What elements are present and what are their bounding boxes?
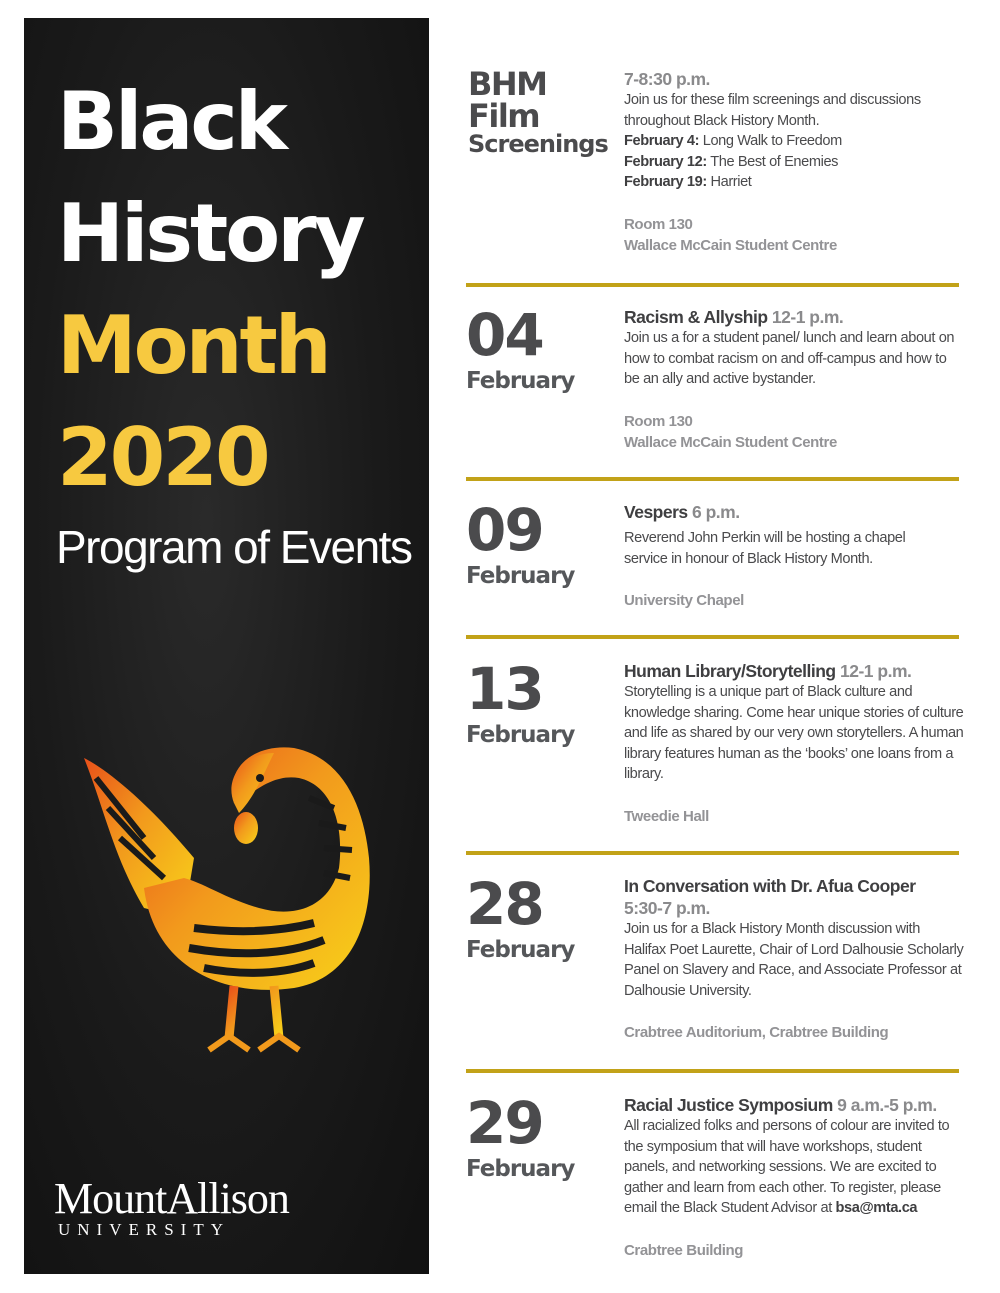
sankofa-bird-icon bbox=[74, 718, 394, 1068]
divider bbox=[466, 1069, 959, 1073]
title-history: History bbox=[57, 187, 363, 280]
event-day: 04 bbox=[466, 301, 543, 369]
screening-date: February 12: bbox=[624, 153, 707, 170]
event-name: Vespers bbox=[624, 502, 688, 522]
venue-line: Tweedie Hall bbox=[624, 807, 709, 825]
event-name: Racism & Allyship bbox=[624, 307, 768, 327]
event-time: 5:30-7 p.m. bbox=[624, 898, 710, 918]
event-month: February bbox=[466, 1156, 575, 1182]
event-description: Reverend John Perkin will be hosting a chapel service in honour of Black History Month. bbox=[624, 530, 906, 567]
banner bbox=[24, 18, 429, 1274]
title-year: 2020 bbox=[57, 411, 268, 504]
film-heading-line: Film bbox=[468, 97, 540, 135]
subtitle: Program of Events bbox=[56, 521, 412, 573]
event-venue bbox=[624, 1022, 964, 1043]
divider bbox=[466, 283, 959, 287]
event-month: February bbox=[466, 368, 575, 394]
event-description: Storytelling is a unique part of Black culture and knowledge sharing. Come hear unique stories of culture and life as shared by our very own storytellers. A human library features human as the ‘books’ one loans from a library. bbox=[624, 684, 964, 783]
event-name: In Conversation with Dr. Afua Cooper bbox=[624, 876, 916, 896]
event-venue bbox=[624, 806, 964, 827]
event-day: 29 bbox=[466, 1089, 543, 1157]
email-link[interactable]: bsa@mta.ca bbox=[835, 1200, 918, 1217]
event-time: 12-1 p.m. bbox=[840, 661, 912, 681]
venue-line: Wallace McCain Student Centre bbox=[624, 236, 837, 254]
film-heading-line: BHM bbox=[468, 65, 547, 103]
title-month: Month bbox=[57, 299, 329, 392]
venue-line: Wallace McCain Student Centre bbox=[624, 433, 837, 451]
title-black: Black bbox=[57, 75, 286, 168]
event-title bbox=[624, 306, 964, 328]
event-description: Join us a for a student panel/ lunch and learn about on how to combat racism on and off-campus and how to be an ally and active bystander. bbox=[624, 330, 955, 388]
film-intro: Join us for these film screenings and discussions throughout Black History Month. bbox=[624, 92, 921, 129]
event-title bbox=[624, 875, 964, 897]
screening-date: February 4: bbox=[624, 133, 700, 150]
event-description: Join us for a Black History Month discussion with Halifax Poet Laurette, Chair of Lord Dalhousie Scholarly Panel on Slavery and Race, and Associate Professor at Dalhousie University. bbox=[624, 921, 964, 999]
event-venue bbox=[624, 590, 964, 611]
venue-line: Crabtree Auditorium, Crabtree Building bbox=[624, 1024, 889, 1042]
event-day: 09 bbox=[466, 496, 543, 564]
event-venue bbox=[624, 1240, 964, 1261]
event-day: 13 bbox=[466, 655, 543, 723]
event-time: 9 a.m.-5 p.m. bbox=[837, 1095, 937, 1115]
film-heading bbox=[468, 65, 608, 158]
event-description bbox=[624, 1116, 964, 1219]
screening-date: February 19: bbox=[624, 174, 707, 191]
film-screening bbox=[624, 131, 964, 152]
event-venue bbox=[624, 411, 964, 453]
film-screening bbox=[624, 172, 964, 193]
divider bbox=[466, 851, 959, 855]
event-month: February bbox=[466, 722, 575, 748]
venue-line: University Chapel bbox=[624, 592, 744, 610]
event-month: February bbox=[466, 937, 575, 963]
divider bbox=[466, 635, 959, 639]
event-time: 12-1 p.m. bbox=[771, 307, 844, 327]
event-description bbox=[624, 90, 964, 193]
event-title bbox=[624, 501, 964, 523]
screening-film: Harriet bbox=[710, 174, 752, 191]
university-name: MountAllison bbox=[54, 1174, 289, 1223]
venue-line: Room 130 bbox=[624, 215, 693, 233]
screening-film: The Best of Enemies bbox=[710, 153, 839, 170]
event-name: Racial Justice Symposium bbox=[624, 1095, 833, 1115]
event-description-text: All racialized folks and persons of colour are invited to the symposium that will have workshops, student panels, and networking sessions. We are excited to gather and learn from each other. To register, please email the Black Student Advisor at bbox=[624, 1118, 950, 1217]
divider bbox=[466, 477, 959, 481]
screening-film: Long Walk to Freedom bbox=[702, 133, 842, 150]
venue-line: Room 130 bbox=[624, 412, 693, 430]
film-screening bbox=[624, 152, 964, 173]
event-time: 7-8:30 p.m. bbox=[624, 69, 710, 89]
event-title bbox=[624, 1094, 964, 1116]
event-month: February bbox=[466, 563, 575, 589]
film-heading-line: Screenings bbox=[468, 130, 608, 158]
event-day: 28 bbox=[466, 870, 543, 938]
event-name: Human Library/Storytelling bbox=[624, 661, 836, 681]
event-title bbox=[624, 660, 964, 682]
event-time: 6 p.m. bbox=[692, 502, 740, 522]
venue-line: Crabtree Building bbox=[624, 1241, 744, 1259]
university-sub: UNIVERSITY bbox=[58, 1220, 230, 1239]
event-venue bbox=[624, 214, 964, 256]
